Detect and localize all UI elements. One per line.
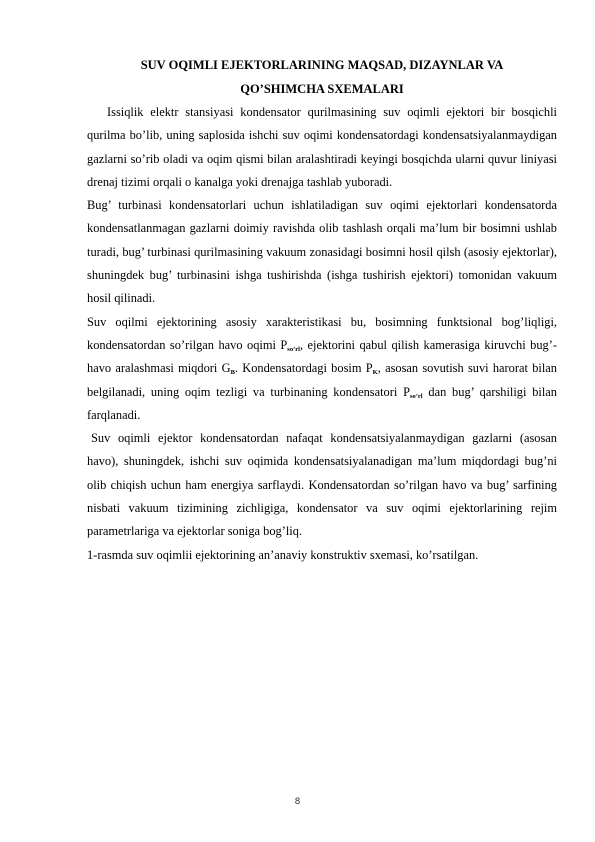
paragraph-3-part-a: Suv oqilmi ejektorining asosiy xarakteristikasi bu, bosimning funktsional bog’liqligi, kondensatordan so’rilgan havo oqimi P (87, 314, 557, 352)
title-line-1: SUV OQIMLI EJEKTORLARINING MAQSAD, DIZAYNLAR VA (140, 58, 504, 72)
title-line-2: QO’SHIMCHA SXEMALARI (240, 81, 404, 96)
page-number: 8 (294, 797, 301, 807)
paragraph-3-part-b: , ejektorini qabul qilish kamerasiga kiruvchi bug’-havo aralashmasi miqdori G (87, 337, 557, 376)
document-title (87, 54, 557, 101)
paragraph-1: Issiqlik elektr stansiyasi kondensator qurilmasining suv oqimli ejektori bir bosqichli qurilma bo’lib, uning saplosida ishchi suv oqimi kondensatordagi kondensatsiyalanmaydigan gazlarni so’rib oladi va oqim qismi bilan aralashtiradi keyingi bosqichda ularni quvur liniyasi drenaj tizimi orqali o kanalga yoki drenajga tashlab yuboradi. (87, 105, 557, 189)
subscript-sorl-2: so’rl (409, 392, 423, 400)
subscript-k: K (372, 369, 378, 377)
paragraph-5: 1-rasmda suv oqimlii ejektorining an’anaviy konstruktiv sxemasi, ko’rsatilgan. (87, 547, 479, 562)
paragraph-3-part-e: dan bug’ qarshiligi bilan farqlanadi. (87, 384, 557, 422)
paragraph-3-part-d: , asosan sovutish suvi harorat bilan belgilanadi, uning oqim tezligi va turbinaning kondensatori P (87, 361, 557, 399)
subscript-sorl: so’rl (287, 345, 300, 353)
document-body (87, 54, 557, 567)
subscript-b: B (230, 369, 235, 377)
paragraph-4: Suv oqimli ejektor kondensatordan nafaqat kondensatsiyalanmaydigan gazlarni (asosan havo), shuningdek, ishchi suv oqimida kondensatsiyalanadigan ma’lum miqdordagi bug’ni olib chiqish uchun ham energiya sarflaydi. Kondensatordan so’rilgan havo va bug’ sarfining nisbati vakuum tizimining zichligiga, kondensator va suv oqimi ejektorlarining rejim parametrlariga va ejektorlar soniga bog’liq. (87, 431, 557, 539)
paragraph-3 (87, 311, 557, 427)
paragraph-3-part-c: . Kondensatordagi bosim P (234, 361, 373, 376)
paragraph-2: Bug’ turbinasi kondensatorlari uchun ishlatiladigan suv oqimi ejektorlari kondensatorda kondensatlanmagan gazlarni doimiy ravishda olib tashlash orqali ma’lum bir bosimni ushlab turadi, bug’ turbinasi qurilmasining vakuum zonasidagi bosimni hosil qilsh (asosiy ejektorlar), shuningdek bug’ turbinasini ishga tushirishda (ishga tushirish ejektori) tomonidan vakuum hosil qilinadi. (87, 198, 557, 306)
